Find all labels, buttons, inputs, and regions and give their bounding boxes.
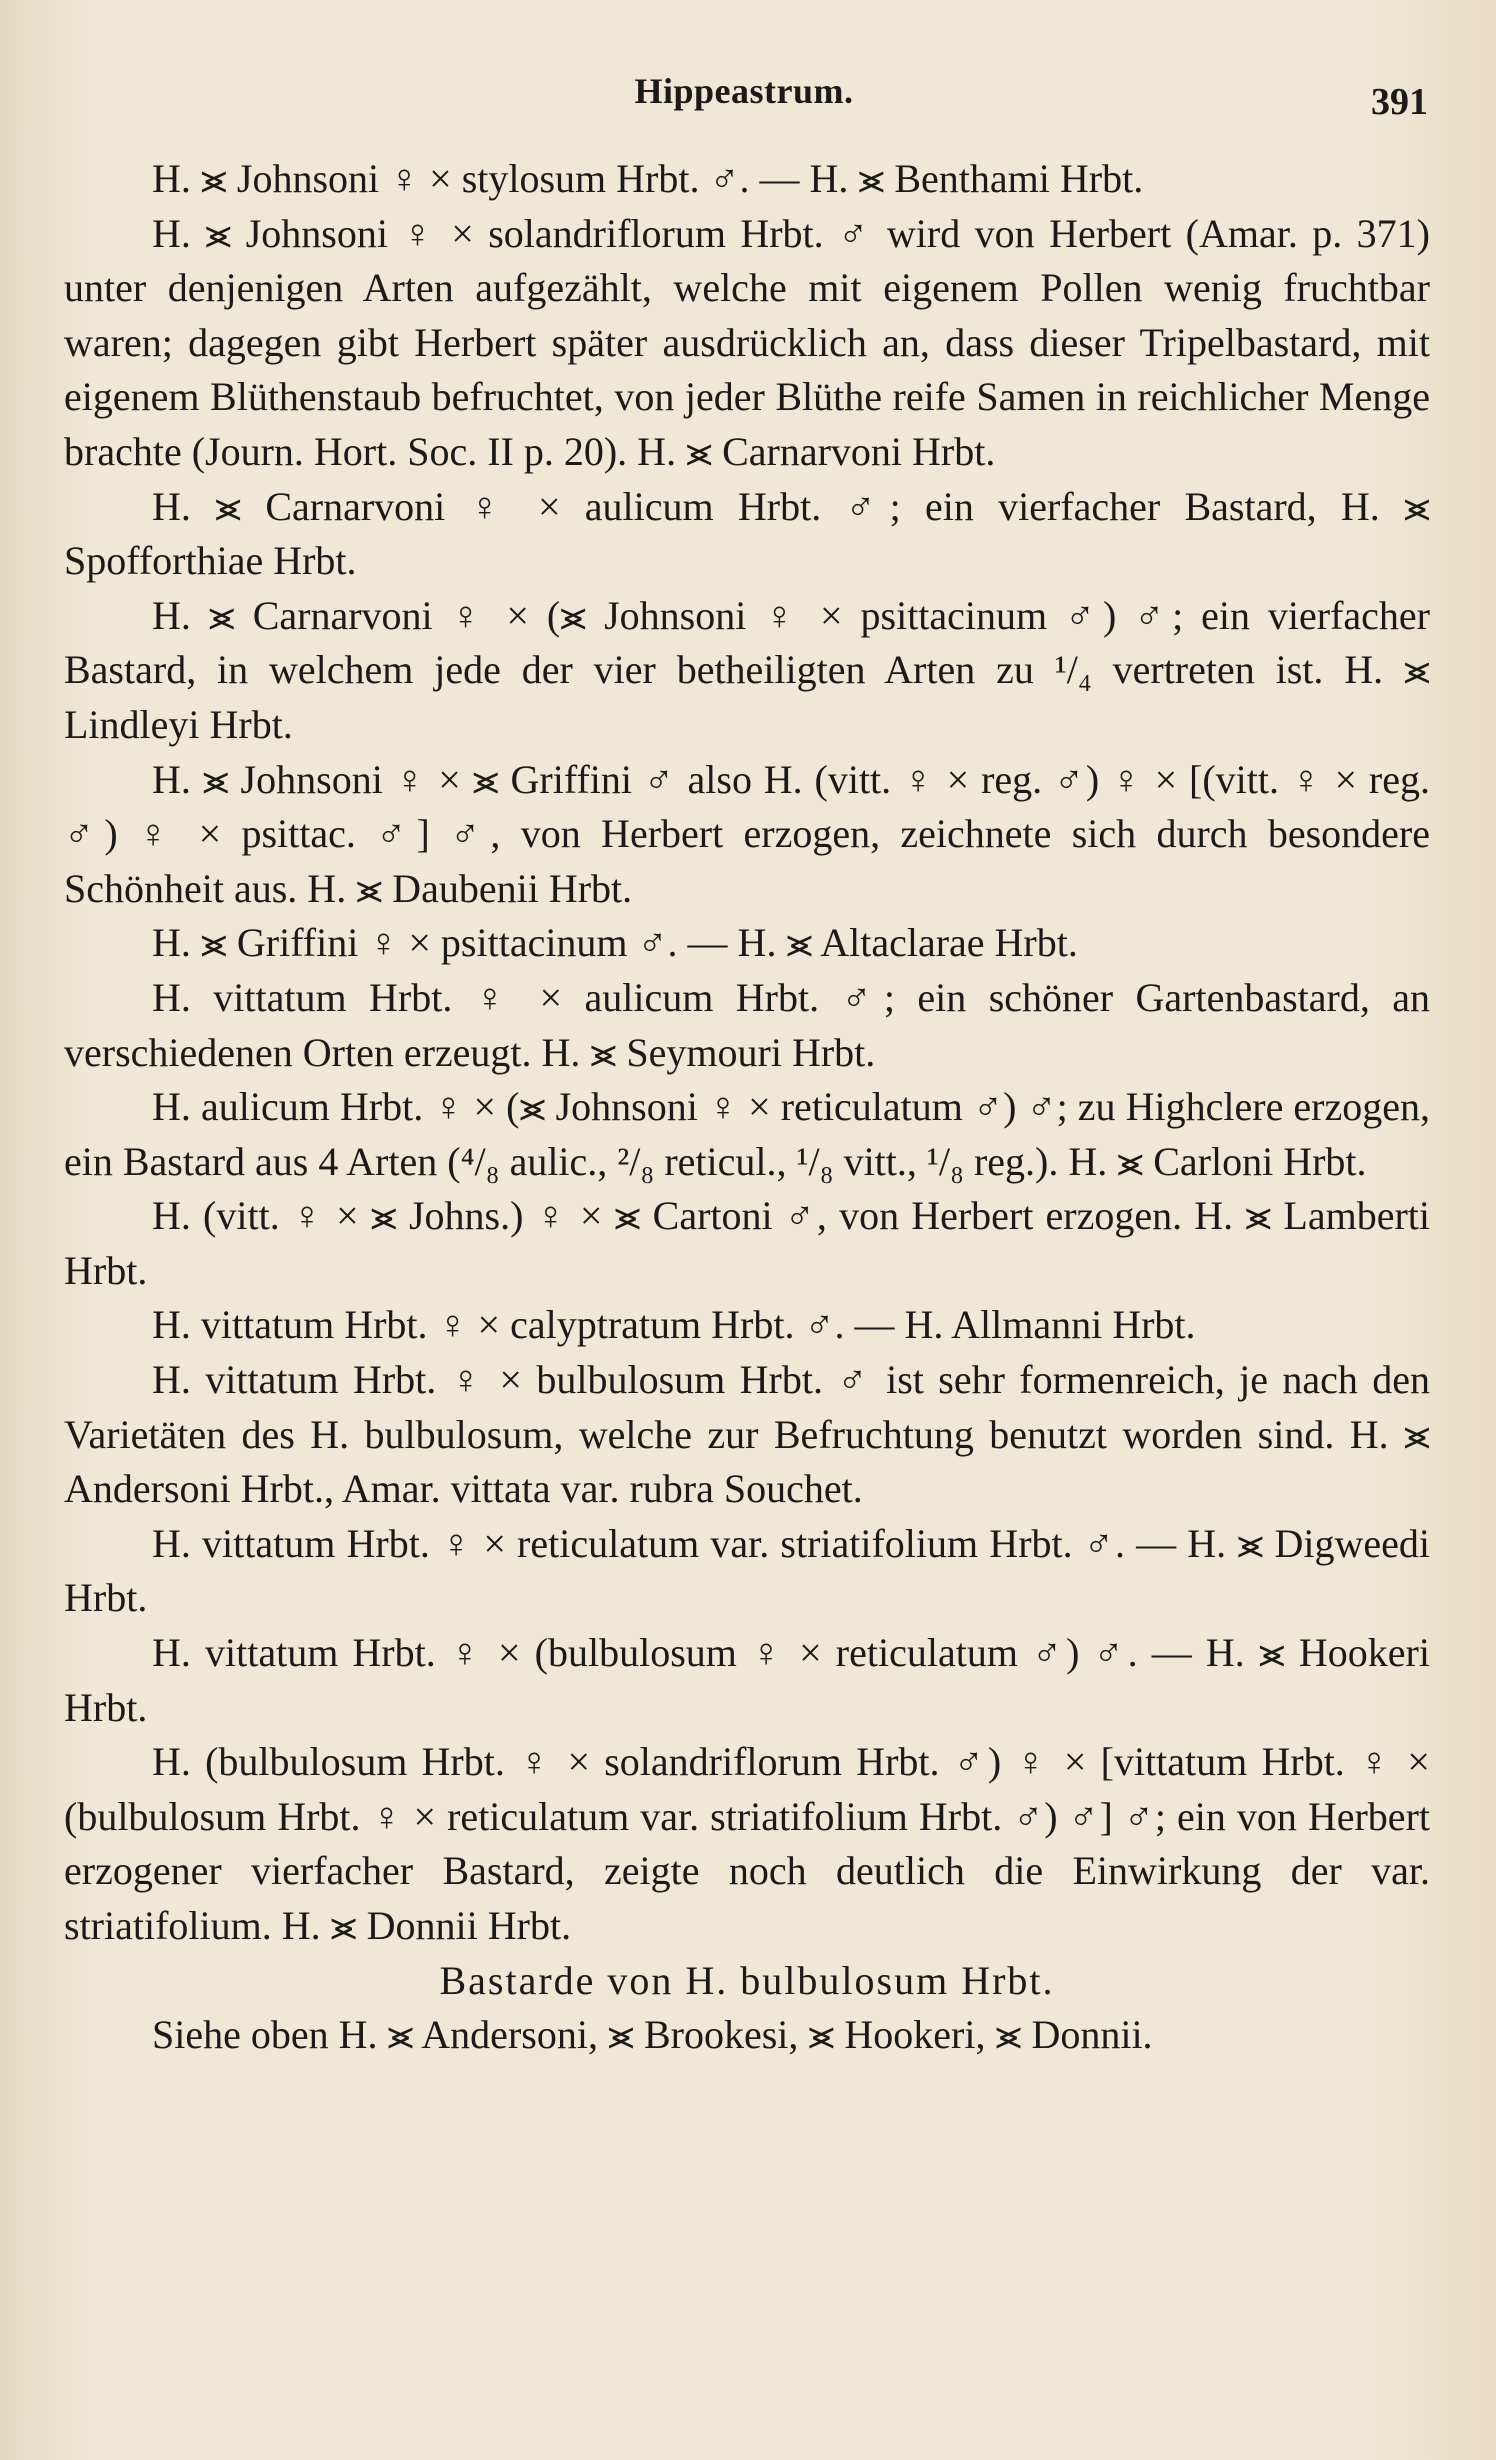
paragraph: H. ⪤ Johnsoni ♀ × solandriflorum Hrbt. ♂ wird von Herbert (Amar. p. 371) unter denjenigen Arten aufgezählt, welche mit eigenem Pollen wenig fruchtbar waren; dagegen gibt Herbert später ausdrücklich an, dass dieser Tripelbastard, mit eigenem Blüthenstaub befruchtet, von jeder Blüthe reife Samen in reichlicher Menge brachte (Journ. Hort. Soc. II p. 20). H. ⪤ Carnarvoni Hrbt. bbox=[64, 210, 1430, 474]
paragraph: H. ⪤ Carnarvoni ♀ × (⪤ Johnsoni ♀ × psittacinum ♂) ♂; ein vierfacher Bastard, in welchem jede der vier betheiligten Arten zu ¹/₄ vertreten ist. H. ⪤ Lindleyi Hrbt. bbox=[64, 592, 1430, 747]
paragraph: H. ⪤ Griffini ♀ × psittacinum ♂. — H. ⪤ Altaclarae Hrbt. bbox=[152, 920, 1078, 966]
paragraph: H. (bulbulosum Hrbt. ♀ × solandriflorum Hrbt. ♂) ♀ × [vittatum Hrbt. ♀ × (bulbulosum Hrbt. ♀ × reticulatum var. striatifolium Hrbt. ♂) ♂] ♂; ein von Herbert erzogener vierfacher Bastard, zeigte noch deutlich die Einwirkung der var. striatifolium. H. ⪤ Donnii Hrbt. bbox=[64, 1739, 1430, 1948]
paragraph: H. vittatum Hrbt. ♀ × calyptratum Hrbt. ♂. — H. Allmanni Hrbt. bbox=[152, 1302, 1196, 1348]
paragraph: H. ⪤ Johnsoni ♀ × stylosum Hrbt. ♂. — H. ⪤ Benthami Hrbt. bbox=[152, 156, 1144, 201]
running-title: Hippeastrum. bbox=[634, 71, 854, 111]
section-heading: Bastarde von H. bulbulosum Hrbt. bbox=[439, 1957, 1055, 2003]
section-text: Siehe oben H. ⪤ Andersoni, ⪤ Brookesi, ⪤ Hookeri, ⪤ Donnii. bbox=[152, 2012, 1153, 2058]
paragraph: H. (vitt. ♀ × ⪤ Johns.) ♀ × ⪤ Cartoni ♂, von Herbert erzogen. H. ⪤ Lamberti Hrbt. bbox=[64, 1193, 1430, 1293]
paragraph: H. vittatum Hrbt. ♀ × bulbulosum Hrbt. ♂ ist sehr formenreich, je nach den Varietäten des H. bulbulosum, welche zur Befruchtung benutzt worden sind. H. ⪤ Andersoni Hrbt., Amar. vittata var. rubra Souchet. bbox=[64, 1357, 1430, 1512]
page-number: 391 bbox=[1371, 81, 1428, 123]
paragraph: H. vittatum Hrbt. ♀ × reticulatum var. striatifolium Hrbt. ♂. — H. ⪤ Digweedi Hrbt. bbox=[64, 1520, 1430, 1621]
paragraph: H. vittatum Hrbt. ♀ × aulicum Hrbt. ♂; ein schöner Gartenbastard, an verschiedenen Orten erzeugt. H. ⪤ Seymouri Hrbt. bbox=[64, 974, 1430, 1075]
page-header bbox=[60, 62, 1428, 122]
paragraph: H. aulicum Hrbt. ♀ × (⪤ Johnsoni ♀ × reticulatum ♂) ♂; zu Highclere erzogen, ein Bastard aus 4 Arten (⁴/₈ aulic., ²/₈ reticul., ¹/₈ vitt., ¹/₈ reg.). H. ⪤ Carloni Hrbt. bbox=[64, 1084, 1430, 1184]
page-body bbox=[64, 152, 1430, 2063]
paragraph: H. vittatum Hrbt. ♀ × (bulbulosum ♀ × reticulatum ♂) ♂. — H. ⪤ Hookeri Hrbt. bbox=[64, 1630, 1430, 1730]
paragraph: H. ⪤ Carnarvoni ♀ × aulicum Hrbt. ♂; ein vierfacher Bastard, H. ⪤ Spofforthiae Hrbt. bbox=[64, 483, 1430, 584]
paragraph: H. ⪤ Johnsoni ♀ × ⪤ Griffini ♂ also H. (vitt. ♀ × reg. ♂) ♀ × [(vitt. ♀ × reg. ♂) ♀ × psittac. ♂] ♂, von Herbert erzogen, zeichnete sich durch besondere Schönheit aus. H. ⪤ Daubenii Hrbt. bbox=[64, 756, 1430, 911]
